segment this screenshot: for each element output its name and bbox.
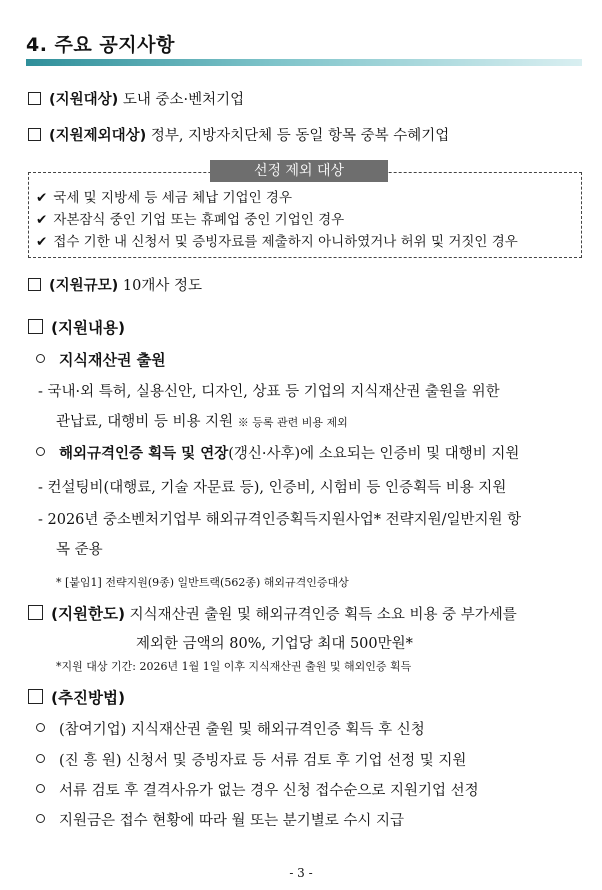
exclusion-item-text: 국세 및 지방세 등 세금 체납 기업인 경우 bbox=[53, 190, 293, 206]
cert-line-1: - 컨설팅비(대행료, 기술 자문료 등), 인증비, 시험비 등 인증획득 비용 지원 bbox=[38, 480, 507, 496]
square-bullet-icon bbox=[28, 689, 43, 704]
circle-bullet-icon bbox=[36, 754, 45, 763]
target-text: 도내 중소·벤처기업 bbox=[122, 92, 245, 108]
limit-label: (지원한도) bbox=[51, 605, 126, 623]
method-row bbox=[28, 686, 125, 708]
square-bullet-icon bbox=[28, 319, 43, 334]
exclusion-item-text: 접수 기한 내 신청서 및 증빙자료를 제출하지 아니하였거나 허위 및 거짓인 경우 bbox=[53, 234, 518, 250]
content-row bbox=[28, 316, 125, 338]
ip-line-2-text: 관납료, 대행비 등 비용 지원 bbox=[56, 414, 234, 430]
ip-line-2 bbox=[56, 410, 348, 431]
limit-note: *지원 대상 기간: 2026년 1월 1일 이후 지식재산권 출원 및 해외인증 획득 bbox=[56, 660, 412, 673]
exclusion-box-title: 선정 제외 대상 bbox=[210, 160, 388, 182]
excluded-target-row bbox=[28, 124, 449, 145]
scale-label: (지원규모) bbox=[49, 278, 119, 294]
scale-row bbox=[28, 274, 202, 295]
method-item bbox=[36, 809, 404, 830]
cert-line-3: 목 준용 bbox=[56, 542, 103, 558]
circle-bullet-icon bbox=[36, 723, 45, 732]
method-item-text: (진 흥 원) 신청서 및 증빙자료 등 서류 검토 후 기업 선정 및 지원 bbox=[59, 753, 467, 769]
checkmark-icon: ✔ bbox=[36, 212, 48, 228]
ip-heading-row bbox=[36, 349, 166, 370]
content-label: (지원내용) bbox=[51, 319, 126, 337]
excluded-target-label: (지원제외대상) bbox=[49, 128, 147, 144]
exclusion-item bbox=[36, 208, 344, 228]
target-row bbox=[28, 88, 244, 109]
page-heading: 4. 주요 공지사항 bbox=[26, 34, 175, 56]
square-bullet-icon bbox=[28, 278, 41, 291]
square-bullet-icon bbox=[28, 128, 41, 141]
ip-note: ※ 등록 관련 비용 제외 bbox=[237, 416, 348, 429]
cert-heading-row bbox=[36, 442, 519, 463]
ip-line-1: - 국내·외 특허, 실용신안, 디자인, 상표 등 기업의 지식재산권 출원을 위한 bbox=[38, 384, 500, 400]
page-number: - 3 - bbox=[289, 866, 313, 880]
target-label: (지원대상) bbox=[49, 92, 119, 108]
method-item bbox=[36, 779, 479, 800]
ip-heading: 지식재산권 출원 bbox=[59, 351, 166, 369]
exclusion-item bbox=[36, 230, 518, 250]
exclusion-item-text: 자본잠식 중인 기업 또는 휴폐업 중인 기업인 경우 bbox=[53, 212, 345, 228]
cert-heading-rest: (갱신·사후)에 소요되는 인증비 및 대행비 지원 bbox=[228, 446, 520, 462]
method-item-text: 서류 검토 후 결격사유가 없는 경우 신청 접수순으로 지원기업 선정 bbox=[59, 783, 479, 799]
square-bullet-icon bbox=[28, 605, 43, 620]
method-label: (추진방법) bbox=[51, 689, 126, 707]
checkmark-icon: ✔ bbox=[36, 234, 48, 250]
method-item bbox=[36, 718, 425, 739]
method-item-text: 지원금은 접수 현황에 따라 월 또는 분기별로 수시 지급 bbox=[59, 813, 405, 829]
checkmark-icon: ✔ bbox=[36, 190, 48, 206]
method-item bbox=[36, 749, 466, 770]
exclusion-item bbox=[36, 186, 292, 206]
cert-footnote: * [붙임1] 전략지원(9종) 일반트랙(562종) 해외규격인증대상 bbox=[56, 576, 349, 589]
cert-line-2: - 2026년 중소벤처기업부 해외규격인증획득지원사업* 전략지원/일반지원 항 bbox=[38, 512, 522, 528]
limit-line-1: 지식재산권 출원 및 해외규격인증 획득 소요 비용 중 부가세를 bbox=[129, 607, 517, 623]
square-bullet-icon bbox=[28, 92, 41, 105]
limit-row bbox=[28, 602, 517, 624]
method-item-text: (참여기업) 지식재산권 출원 및 해외규격인증 획득 후 신청 bbox=[59, 722, 425, 738]
circle-bullet-icon bbox=[36, 784, 45, 793]
circle-bullet-icon bbox=[36, 447, 45, 456]
limit-line-2: 제외한 금액의 80%, 기업당 최대 500만원* bbox=[136, 636, 413, 652]
heading-underline-bar bbox=[26, 59, 582, 66]
scale-text: 10개사 정도 bbox=[122, 278, 202, 294]
cert-heading-bold: 해외규격인증 획득 및 연장 bbox=[59, 446, 229, 462]
circle-bullet-icon bbox=[36, 354, 45, 363]
circle-bullet-icon bbox=[36, 814, 45, 823]
excluded-target-text: 정부, 지방자치단체 등 동일 항목 중복 수혜기업 bbox=[150, 128, 450, 144]
